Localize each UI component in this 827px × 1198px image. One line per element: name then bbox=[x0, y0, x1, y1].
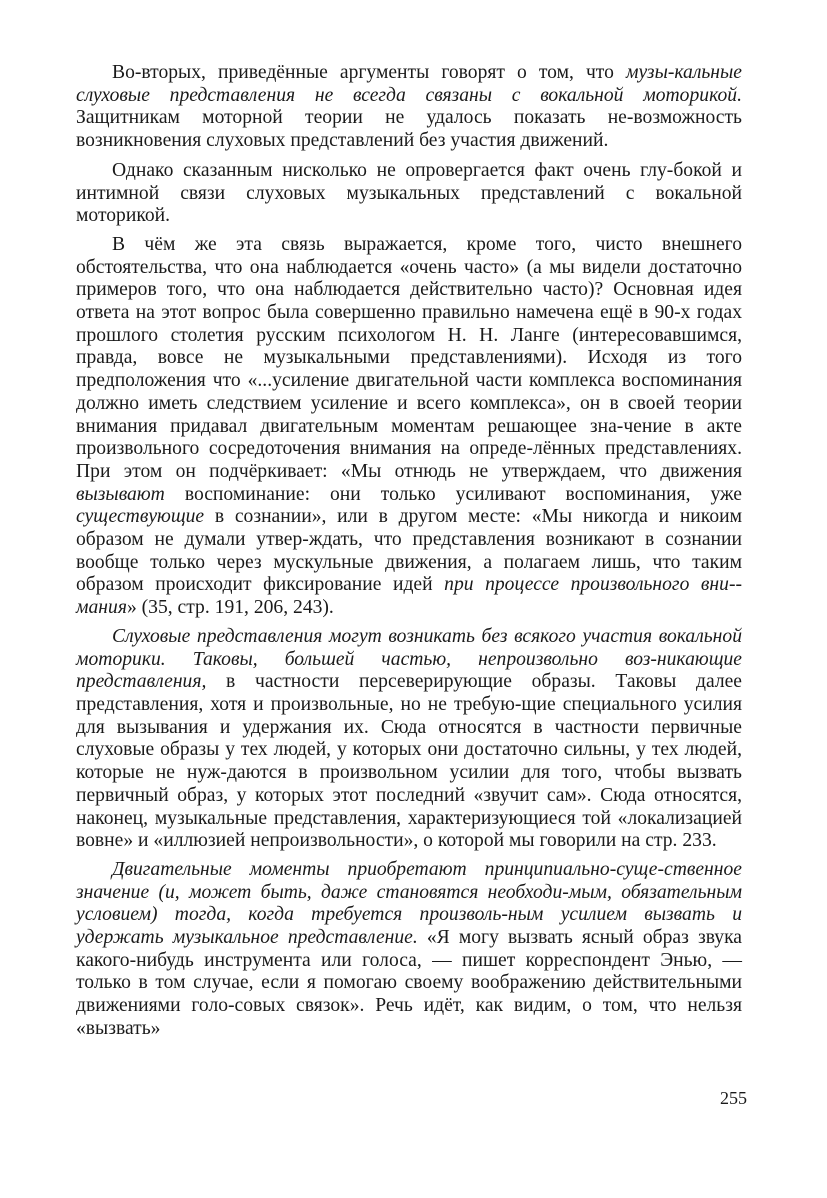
text-paragraph bbox=[76, 859, 742, 1041]
text-segment: Во-вторых, приведённые аргументы говорят о том, что bbox=[112, 62, 626, 83]
text-segment: Однако сказанным нисколько не опровергается факт очень глу-бокой и интимной связи слуховых музыкальных представлений с вокальной моторикой. bbox=[76, 159, 742, 227]
italic-text-segment: музы-кальные слуховые представления не всегда связаны с вокальной моторикой. bbox=[76, 62, 742, 106]
text-segment: В чём же эта связь выражается, кроме того, чисто внешнего обстоятельства, что она наблюдается «очень часто» (а мы видели достаточно примеров того, что она наблюдается действительно часто)? Основная идея ответа на этот вопрос была совершенно правильно намечена ещё в 90-х годах прошлого столетия русским психологом Н. Н. Ланге (интересовавшимся, правда, вовсе не музыкальными представлениями). Исходя из того предположения что «...усиление двигательной части комплекса воспоминания должно иметь следствием усиление и всего комплекса», он в своей теории внимания придавал двигательным моментам решающее зна-чение в акте произвольного сосредоточения внимания на опреде-лённых представлениях. При этом он подчёркивает: «Мы отнюдь не утверждаем, что движения bbox=[76, 233, 742, 482]
page-number: 255 bbox=[720, 1088, 747, 1108]
text-segment: Защитникам моторной теории не удалось показать не-возможность возникновения слуховых представлений без участия движений. bbox=[76, 107, 742, 152]
italic-text-segment: Слуховые представления могут возникать без всякого участия вокальной моторики. Таковы, большей частью, непроизвольно воз-никающие представления, bbox=[76, 625, 742, 693]
text-paragraph bbox=[76, 160, 742, 228]
text-segment: воспоминание: они только усиливают воспоминания, уже bbox=[164, 483, 742, 505]
text-paragraph bbox=[76, 234, 742, 620]
text-segment: в сознании», или в другом месте: «Мы никогда и никоим образом не думали утвер-ждать, что представления возникают в сознании вообще только через мускульные движения, а полагаем лишь, что таким образом происходит фиксирование идей bbox=[76, 506, 742, 596]
italic-text-segment: вызывают bbox=[76, 483, 165, 505]
text-segment: «Я могу вызвать ясный образ звука какого-нибудь инструмента или голоса, — пишет корреспондент Энью, — только в том случае, если я помогаю своему воображению действительными движениями голо-совых связок». Речь идёт, как видим, о том, что нельзя «вызвать» bbox=[76, 927, 742, 1039]
italic-text-segment: при процессе произвольного вни-мания bbox=[76, 574, 742, 619]
page-body bbox=[76, 62, 742, 1047]
italic-text-segment: Двигательные моменты приобретают принципиально-суще-ственное значение (и, может быть, даже становятся необходи-мым, обязательным условием) тогда, когда требуется произволь-ным усилием вызвать и удержать музыкальное представление. bbox=[76, 858, 742, 949]
text-paragraph bbox=[76, 626, 742, 853]
text-segment: в частности персеверирующие образы. Таковы далее представления, хотя и произвольные, но не требую-щие специального усилия для вызывания и удержания их. Сюда относятся в частности первичные слуховые образы у тех людей, у которых они достаточно сильны, у тех людей, которые не нуж-даются в произвольном усилии для того, чтобы вызвать первичный образ, у которых этот последний «звучит сам». Сюда относятся, наконец, музыкальные представления, характеризующиеся той «локализацией вовне» и «иллюзией непроизвольности», о которой мы говорили на стр. 233. bbox=[76, 671, 742, 852]
text-paragraph bbox=[76, 62, 742, 153]
italic-text-segment: существующие bbox=[76, 506, 205, 528]
text-segment: » (35, стр. 191, 206, 243). bbox=[126, 597, 334, 619]
